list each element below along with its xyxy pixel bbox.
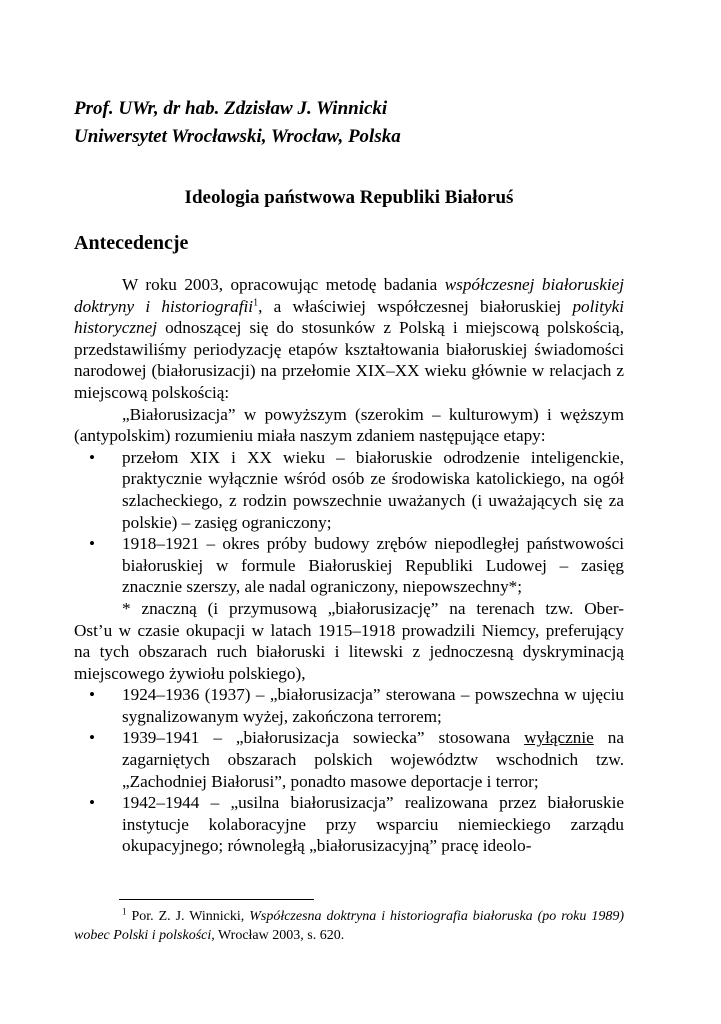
stages-list	[74, 447, 624, 598]
italic-phrase: współczesnej białoruskiej doktryny i historiografii	[74, 275, 625, 316]
bullet-icon: •	[89, 793, 96, 813]
section-heading: Antecedencje	[74, 232, 189, 254]
italic-phrase: polityki historycznej	[74, 296, 624, 338]
asterisk-note: * znaczną (i przymusową „białorusizację” na terenach tzw. Ober- Ost’u w czasie okupacji w latach 1915–1918 prowadzili Niemcy, preferujący na tych obszarach ruch białoruski i litewski z jednoczesną dyskryminacją miejscowego żywiołu polskiego),	[74, 598, 624, 683]
list-item: • 1924–1936 (1937) – „białorusizacja” sterowana – powszechna w ujęciu sygnalizowanym wyżej, zakończona terrorem;	[89, 685, 624, 726]
bullet-icon: •	[89, 685, 96, 705]
list-item: • przełom XIX i XX wieku – białoruskie odrodzenie inteligenckie, praktycznie wyłącznie wśród osób ze środowiska katolickiego, na ogół szlacheckiego, z rodzin powszechnie uważanych (i uważających się za polskie) – zasięg ograniczony;	[89, 447, 624, 532]
list-item: • 1942–1944 – „usilna białorusizacja” realizowana przez białoruskie instytucje kolaboracyjne przy wsparciu niemieckiego zarządu okupacyjnego; równoległą „białorusizacyjną” pracę ideolo-	[89, 793, 624, 856]
stages-list-continued	[74, 684, 624, 857]
author-line: Prof. UWr, dr hab. Zdzisław J. Winnicki	[74, 98, 388, 119]
paragraph-intro: W roku 2003, opracowując metodę badania współczesnej białoruskiej doktryny i historiografii$^1$, a właściwiej współczesnej białoruskiej polityki historycznej odnoszącej się do stosunków z Polską i miejscową polskością, przedstawiliśmy periodyzację etapów kształtowania białoruskiej świadomości narodowej (białorusizacji) na przełomie XIX–XX wieku głównie w relacjach z miejscową polskością:	[74, 275, 625, 402]
list-item: • 1918–1921 – okres próby budowy zrębów niepodległej państwowości białoruskiej w formule Białoruskiej Republiki Ludowej – zasięg znacznie szerszy, ale nadal ograniczony, niepowszechny*;	[89, 534, 624, 597]
article-title: Ideologia państwowa Republiki Białoruś	[184, 187, 514, 208]
footnote: $^1$ Por. Z. J. Winnicki, Współczesna doktryna i historiografia białoruska (po roku 1989) wobec Polski i polskości, Wrocław 2003, s. 620.	[74, 906, 624, 943]
paragraph-stages: „Białorusizacja” w powyższym (szerokim – kulturowym) i węższym (antypolskim) rozumieniu miała naszym zdaniem następujące etapy:	[74, 404, 624, 446]
affiliation-line: Uniwersytet Wrocławski, Wrocław, Polska	[74, 126, 401, 147]
list-item: • 1939–1941 – „białorusizacja sowiecka” stosowana wyłącznie na zagarniętych obszarach polskich województw wschodnich tzw. „Zachodniej Białorusi”, ponadto masowe deportacje i terror;	[89, 728, 624, 791]
page-content	[74, 95, 624, 857]
bullet-icon: •	[89, 728, 96, 748]
footnote-number: 1	[122, 906, 127, 917]
italic-phrase: Współczesna doktryna i historiografia białoruska (po roku 1989) wobec Polski i polskości	[74, 909, 624, 943]
footnote-ref[interactable]: 1	[253, 296, 259, 308]
bullet-icon: •	[89, 534, 96, 554]
footnote-divider	[119, 899, 314, 900]
underlined-word: wyłącznie	[524, 728, 594, 748]
bullet-icon: •	[89, 447, 96, 467]
